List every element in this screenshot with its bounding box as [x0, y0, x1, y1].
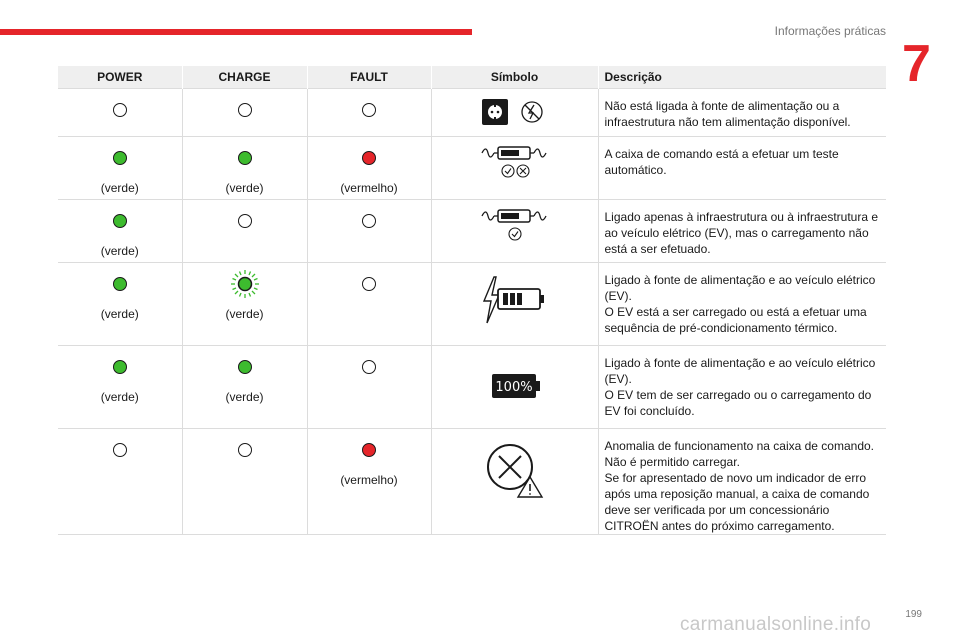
fault-warning-icon — [480, 441, 550, 501]
symbol-cell — [431, 137, 598, 200]
table-row — [58, 429, 886, 535]
fault-led-red — [362, 151, 376, 165]
fault-cell — [307, 89, 431, 137]
power-led-label: (verde) — [100, 307, 139, 321]
charge-cell — [182, 429, 307, 535]
symbol-cell — [431, 263, 598, 346]
fault-cell — [307, 137, 431, 200]
power-cell — [58, 89, 182, 137]
charge-cell — [182, 263, 307, 346]
led-status-table — [58, 66, 887, 535]
fault-led-off — [362, 277, 376, 291]
fault-cell — [307, 200, 431, 263]
section-title: Informações práticas — [774, 24, 886, 38]
fault-led-off — [362, 103, 376, 117]
charge-led-off — [238, 214, 252, 228]
column-header-power: POWER — [58, 66, 182, 89]
table-row — [58, 89, 886, 137]
power-led-green — [113, 360, 127, 374]
fault-led-off — [362, 360, 376, 374]
symbol-cell — [431, 200, 598, 263]
column-header-charge: CHARGE — [182, 66, 307, 89]
power-cell — [58, 200, 182, 263]
description-cell — [598, 429, 886, 535]
charge-cell — [182, 137, 307, 200]
connected-icon — [480, 208, 550, 242]
page-number: 199 — [905, 609, 922, 620]
charge-led-green — [238, 360, 252, 374]
power-led-label: (verde) — [100, 181, 139, 195]
power-led-off — [113, 103, 127, 117]
chapter-number: 7 — [902, 35, 931, 93]
charge-cell — [182, 346, 307, 429]
fault-cell — [307, 263, 431, 346]
power-led-label: (verde) — [100, 244, 139, 258]
socket-and-no-power-icon — [480, 97, 550, 127]
table-row — [58, 137, 886, 200]
fault-led-label: (vermelho) — [340, 473, 398, 487]
symbol-cell — [431, 429, 598, 535]
charge-led-label: (verde) — [225, 181, 264, 195]
fault-led-label: (vermelho) — [340, 181, 398, 195]
charge-led-label: (verde) — [225, 390, 264, 404]
power-led-label: (verde) — [100, 390, 139, 404]
watermark: carmanualsonline.info — [680, 614, 872, 635]
symbol-cell — [431, 346, 598, 429]
fault-led-off — [362, 214, 376, 228]
column-header-symbol: Símbolo — [431, 66, 598, 89]
charge-led-green — [238, 151, 252, 165]
charging-battery-icon — [480, 275, 550, 327]
table-row — [58, 346, 886, 429]
fault-cell — [307, 429, 431, 535]
accent-bar — [0, 29, 472, 35]
fault-cell — [307, 346, 431, 429]
charge-led-off — [238, 443, 252, 457]
column-header-fault: FAULT — [307, 66, 431, 89]
table-header-row — [58, 66, 886, 89]
battery-percent-text: 100% — [494, 380, 533, 395]
charge-led-blinking-icon — [230, 269, 260, 299]
description-text: Anomalia de funcionamento na caixa de comando. Não é permitido carregar. Se for apresentado de novo um indicador de erro após uma reposição manual, a caixa de comando deve ser verificada por um concessionário CITROËN antes do próximo carregamento. — [604, 439, 875, 533]
power-led-off — [113, 443, 127, 457]
description-text: Ligado à fonte de alimentação e ao veículo elétrico (EV). O EV está a ser carregado ou está a efetuar uma sequência de pré-condicionamento térmico. — [604, 273, 876, 335]
description-cell: Ligado apenas à infraestrutura ou à infraestrutura e ao veículo elétrico (EV), mas o carregamento não está a ser efetuado. — [598, 200, 886, 263]
power-led-green — [113, 151, 127, 165]
symbol-cell — [431, 89, 598, 137]
charge-led-label: (verde) — [225, 307, 264, 321]
description-cell: A caixa de comando está a efetuar um teste automático. — [598, 137, 886, 200]
power-cell — [58, 429, 182, 535]
column-header-description: Descrição — [598, 66, 886, 89]
table-row — [58, 263, 886, 346]
test-in-progress-icon — [480, 145, 550, 179]
power-cell — [58, 263, 182, 346]
charge-cell — [182, 200, 307, 263]
description-text: Ligado à fonte de alimentação e ao veículo elétrico (EV). O EV tem de ser carregado ou o carregamento do EV foi concluído. — [604, 356, 876, 418]
description-cell — [598, 263, 886, 346]
power-led-green — [113, 277, 127, 291]
power-led-green — [113, 214, 127, 228]
fault-led-red — [362, 443, 376, 457]
table-row — [58, 200, 886, 263]
power-cell — [58, 137, 182, 200]
battery-full-icon — [480, 372, 550, 402]
charge-led-off — [238, 103, 252, 117]
power-cell — [58, 346, 182, 429]
description-cell — [598, 346, 886, 429]
description-cell: Não está ligada à fonte de alimentação ou a infraestrutura não tem alimentação disponível. — [598, 89, 886, 137]
charge-cell — [182, 89, 307, 137]
